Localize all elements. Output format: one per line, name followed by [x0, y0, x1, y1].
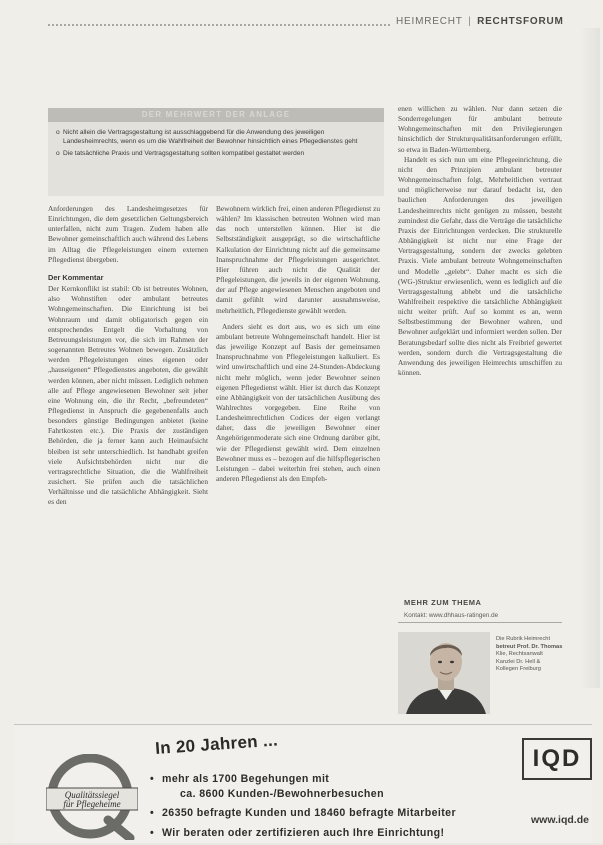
author-line: betreut Prof. Dr. Thomas: [496, 643, 563, 650]
section-name: HEIMRECHT: [396, 16, 463, 27]
author-credit: [496, 636, 568, 674]
ad-bullet-list: [150, 770, 456, 843]
summary-box-title: DER MEHRWERT DER ANLAGE: [48, 108, 384, 122]
more-on-topic-heading: MEHR ZUM THEMA: [404, 598, 482, 607]
quality-seal: [46, 754, 138, 840]
q-seal-icon: [46, 754, 138, 840]
summary-item: o Nicht allein die Vertragsgestaltung ist ausschlaggebend für die Anwendung des jeweiligen Landesheimrechts, wenn es um die Wahlfreiheit der Bewohner hinsichtlich eines Pflegedienstes geht: [56, 128, 376, 147]
portrait-icon: [398, 632, 490, 714]
forum-name: RECHTSFORUM: [477, 16, 564, 27]
section-separator: |: [468, 16, 472, 27]
contact-link[interactable]: Kontakt: www.dhhaus-ratingen.de: [404, 612, 499, 619]
paragraph: Handelt es sich nun um eine Pflegeeinrichtung, die nicht den Prinzipien ambulant betreuter Wohngemeinschaften folgt, Mehrheitlichen vertraut und möglicherweise nur darauf bedacht ist, den baulichen Anforderungen des jeweiligen Landesheimrechts nicht genügen zu müssen, besteht zumindest die Gefahr, dass die Verträge die tatsächliche Praxis der Einrichtungen verdecken. Die strukturelle Abhängigkeit ist nicht nur eine Frage der Vertragsgestaltung, sondern der zwecks gelebten Praxis. Viele ambulant betreute Wohngemeinschaften und Modelle „gelebt“. Daher macht es sich die (WG-)Struktur erwiesenlich, wenn es lediglich auf die Vertragsgestaltung abhebt und die tatsächliche Wahlfreiheit respektive die tatsächliche Abhängigkeit nicht weiter prüft. Auf so kommt es an, wenn Selbstbestimmung der Bewohner wahren, und Bewohner aufgeklärt und informiert werden sollen. Der Beratungsbedarf sollte dies nicht als Freibrief gewertet werden, sondern durch die Vertragsgestaltung die Anwendung des jeweiligen Heimrechts umschiffen zu können.: [398, 154, 562, 378]
iqd-url-link[interactable]: www.iqd.de: [531, 814, 589, 826]
paragraph: Anders sieht es dort aus, wo es sich um eine ambulant betreute Wohngemeinschaft handelt. Hier ist das jeweilige Konzept auf Basis der gemeinsamen Inanspruchnahme von Pflegeleistungen kalkuliert. Es wird unwirtschaftlich und eine 24-Stunden-Abdeckung nicht mehr möglich, wenn jeder Bewohner seinen eigenen Pflegedienst wählt. Hier ist durch das Konzept eine Abhängigkeit von der tatsächlichen Ausübung des Wahlrechtes vorgegeben. Eine Reihe von Landesheimrechtlichen Codices der eigen verlangt daher, dass die jeweiligen Bewohner einer Angehörigenmoderate sich eine Ordnung darüber gibt, wie der Pflegedienst gewählt wird. Dem einzelnen Bewohner muss es – bezogen auf die hilfspflegerischen Leistungen – dabei weiterhin frei stehen, auch einen anderen Pflegedienst als den Empfeh-: [216, 321, 380, 484]
paragraph: Anforderungen des Landesheimgesetzes für Einrichtungen, die dem gesetzlichen Geltungsbereich unterfallen, nicht zum Tragen. Zudem haben alle Bewohner gemeinschaftlich auch während des Lebens im Alltag die Pflegeleistungen einem externen Pflegedienst übergeben.: [48, 204, 208, 264]
seal-text-line-1: Qualitätssiegel: [64, 790, 120, 800]
subheading-kommentar: Der Kommentar: [48, 272, 104, 282]
paragraph: Bewohnern wirklich frei, einen anderen Pflegedienst zu wählen? Im klassischen betreuten Wohnen wird man das noch unterstellen können. Hier ist die Selbstständigkeit ausgeprägt, so die wirtschaftliche Kalkulation der Einrichtung nicht auf die gemeinsame Inanspruchnahme der Pflegeleistungen ausgerichtet. Hier führen auch nicht die Qualität der Pflegeleistungen, die jeweils in der eigenen Wohnung, der auf Pflege angewiesenen Menschen angeboten und damit gefühlt wird darunter ausnahmsweise, mehrheitlich, Pflegedienste gewählt werden.: [216, 204, 380, 315]
paragraph: Der Kernkonflikt ist stabil: Ob ist betreutes Wohnen, also Wohnstiften oder ambulant betreutes Wohngemeinschaften. Die Einrichtung ist bei Wohnraum und damit obligatorisch gegen ein entsprechendes Entgelt die Vorhaltung von Betreuungsleistungen vor, die sich im Rahmen der sogenannten Betreutes Wohnen bewegen. Zusätzlich werden Pflegeleistungen eines eigenen oder „hauseigenen“ Pflegedienstes angeboten, die gewählt werden können, aber nicht müssen. Lediglich nehmen alle auf Pflege angewiesenen Bewohner seit jeher eine Wohnung ein, die ihr Recht, „befreundeten“ Pflegedienst in Anspruch die gegebenenfalls auch besonders günstige Bedingungen anbietet (keine Fahrtkosten etc.). Die Praxis der zuständigen Behörden, die ja ferner kann auch Heimaufsicht bleiben ist sehr unterschiedlich. Ist handhabt greifen viele Aufsichtsbehörden nicht nur die vertragsrechtliche Situation, die die Wahlfreiheit zusichert. Sie prüfen auch die tatsächlichen Verhältnisse und die tatsächliche Abhängigkeit. Sieht es den: [48, 284, 208, 507]
summary-item: o Die tatsächliche Praxis und Vertragsgestaltung sollten kompatibel gestaltet werden: [56, 149, 376, 158]
ad-divider: [14, 724, 592, 725]
header-dotted-rule: [48, 24, 390, 26]
author-line: Kanzlei Dr. Hell &: [496, 658, 541, 665]
author-line: Klie, Rechtsanwalt: [496, 651, 543, 658]
article-column-3: [398, 104, 562, 378]
seal-text-line-2: für Pflegeheime: [63, 799, 121, 809]
paragraph: enen willichen zu wählen. Nur dann setzen die Sonderregelungen für ambulant betreute Wohngemeinschaften mit den Privilegierungen hinsichtlich der Strukturqualitätsanforderungen erfüllt, so etwa in Baden-Württemberg.: [398, 104, 562, 154]
ad-bullet: • 26350 befragte Kunden und 18460 befragte Mitarbeiter: [150, 804, 456, 824]
author-portrait: [398, 632, 490, 714]
article-column-2: [216, 204, 380, 484]
section-header: [396, 16, 564, 27]
article-column-1: [48, 204, 208, 508]
ad-bullet: • Wir beraten oder zertifizieren auch Ihre Einrichtung!: [150, 824, 456, 844]
iqd-advertisement[interactable]: [14, 726, 592, 843]
divider: [398, 622, 562, 623]
summary-box: [48, 108, 384, 196]
author-line: Die Rubrik Heimrecht: [496, 636, 551, 642]
ad-headline: In 20 Jahren ...: [154, 730, 279, 759]
summary-list: [48, 128, 384, 158]
page-fold-shadow: [580, 28, 600, 688]
iqd-logo: IQD: [522, 738, 592, 780]
ad-bullet: • mehr als 1700 Begehungen mit: [150, 770, 456, 790]
ad-bullet-continuation: ca. 8600 Kunden-/Bewohnerbesuchen: [180, 787, 384, 800]
author-line: Kollegen Freiburg: [496, 666, 541, 673]
